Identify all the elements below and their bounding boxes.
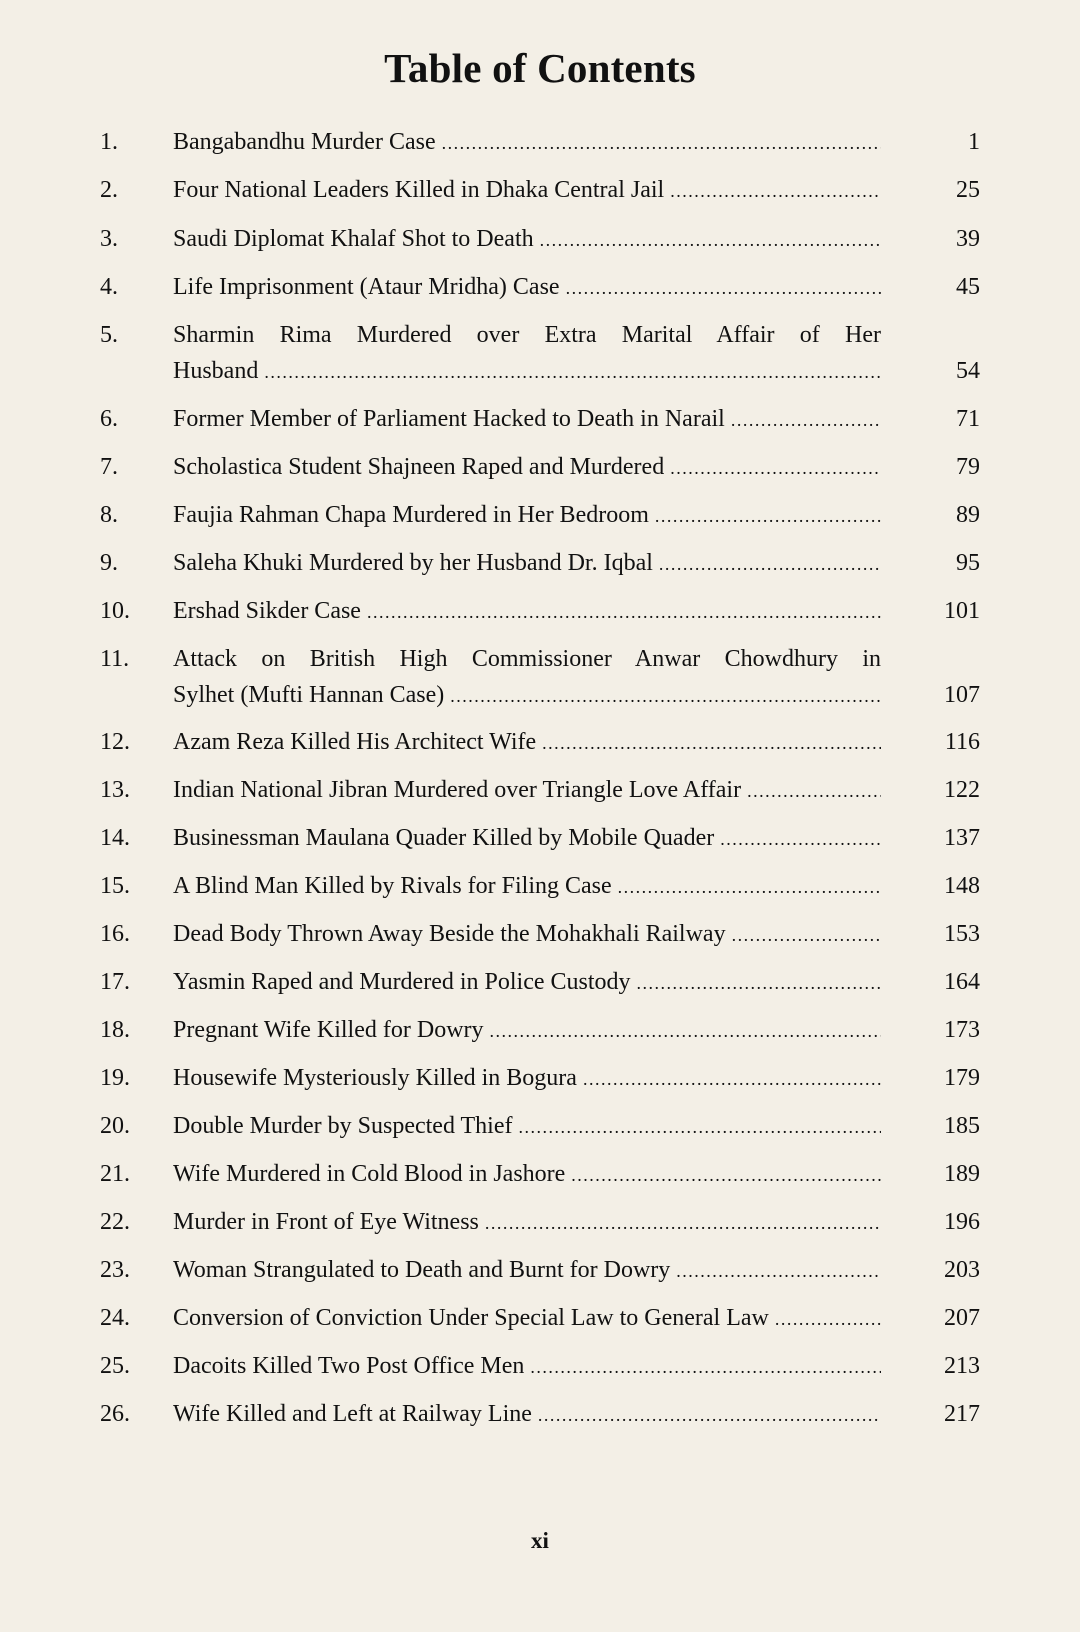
toc-entry-title-line (173, 963, 881, 1002)
toc-entry-title-line (173, 496, 881, 535)
toc-entry-title: Pregnant Wife Killed for Dowry (173, 1017, 484, 1043)
toc-entry (0, 171, 1080, 211)
toc-entry-title: Double Murder by Suspected Thief (173, 1113, 513, 1139)
toc-entry (0, 592, 1080, 632)
toc-entry (0, 123, 1080, 163)
toc-entry-title: Former Member of Parliament Hacked to Death in Narail (173, 406, 725, 432)
toc-entry-title: Wife Murdered in Cold Blood in Jashore (173, 1161, 566, 1187)
toc-entry-page-number: 217 (944, 1401, 980, 1427)
toc-entry-page-number: 173 (944, 1017, 980, 1043)
toc-entry-number: 3. (100, 226, 118, 252)
toc-entry-title-line (173, 1251, 881, 1290)
toc-entry-number: 13. (100, 777, 130, 803)
toc-entry (0, 400, 1080, 440)
toc-entry-title-line (173, 123, 881, 162)
toc-entry-title: A Blind Man Killed by Rivals for Filing Case (173, 873, 612, 899)
toc-entry-title-line (173, 915, 881, 954)
toc-entry (0, 867, 1080, 907)
toc-entry-title: Azam Reza Killed His Architect Wife (173, 729, 537, 755)
dot-leader (583, 1060, 881, 1098)
toc-entry-number: 18. (100, 1017, 130, 1043)
toc-entry-number: 21. (100, 1161, 130, 1187)
toc-entry-page-number: 101 (944, 598, 980, 624)
toc-entry (0, 544, 1080, 584)
dot-leader (618, 868, 881, 906)
dot-leader (571, 1156, 881, 1194)
toc-entry-number: 10. (100, 598, 130, 624)
dot-leader (566, 269, 881, 307)
dot-leader (450, 677, 881, 715)
toc-entry (0, 220, 1080, 260)
toc-entry-title-line (173, 1059, 881, 1098)
dot-leader (731, 401, 881, 439)
toc-entry (0, 268, 1080, 308)
toc-entry-title: Dacoits Killed Two Post Office Men (173, 1353, 525, 1379)
toc-entry-title-line (173, 1107, 881, 1146)
toc-entry-title-line (173, 1011, 881, 1050)
toc-entry-page-number: 203 (944, 1257, 980, 1283)
toc-entry-title-line (173, 1395, 881, 1434)
toc-entry (0, 963, 1080, 1003)
toc-entry (0, 640, 1080, 720)
toc-entry-number: 11. (100, 646, 130, 672)
toc-entry-page-number: 137 (944, 825, 980, 851)
toc-entry-title-line (173, 352, 881, 391)
toc-entry (0, 448, 1080, 488)
toc-entry-title-line (173, 268, 881, 307)
toc-entry-title: Saudi Diplomat Khalaf Shot to Death (173, 226, 534, 252)
toc-entry-number: 5. (100, 322, 118, 348)
toc-entry-title: Sylhet (Mufti Hannan Case) (173, 682, 445, 708)
toc-entry-title: Bangabandhu Murder Case (173, 129, 436, 155)
toc-entry-page-number: 164 (944, 969, 980, 995)
toc-entry (0, 771, 1080, 811)
toc-entry-page-number: 107 (944, 682, 980, 708)
toc-entry (0, 316, 1080, 396)
toc-entry-page-number: 122 (944, 777, 980, 803)
dot-leader (655, 497, 881, 535)
toc-entry-title: Husband (173, 358, 259, 384)
toc-entry-page-number: 25 (956, 177, 980, 203)
toc-entry-page-number: 54 (956, 358, 980, 384)
toc-entry-page-number: 179 (944, 1065, 980, 1091)
toc-entry-number: 1. (100, 129, 118, 155)
dot-leader (538, 1396, 881, 1434)
toc-entry-title: Conversion of Conviction Under Special Law to General Law (173, 1305, 769, 1331)
toc-entry-title: Indian National Jibran Murdered over Triangle Love Affair (173, 777, 742, 803)
toc-entry (0, 819, 1080, 859)
toc-entry-title-line (173, 1203, 881, 1242)
dot-leader (530, 1348, 881, 1386)
toc-entry-title: Murder in Front of Eye Witness (173, 1209, 479, 1235)
toc-entry-page-number: 95 (956, 550, 980, 576)
toc-entry-page-number: 116 (944, 729, 980, 755)
toc-entry-page-number: 1 (968, 129, 980, 155)
toc-entry-number: 22. (100, 1209, 130, 1235)
toc-entry-number: 8. (100, 502, 118, 528)
dot-leader (540, 221, 881, 259)
toc-entry-title: Saleha Khuki Murdered by her Husband Dr. Iqbal (173, 550, 653, 576)
toc-entry-title-line (173, 220, 881, 259)
toc-entry-title: Yasmin Raped and Murdered in Police Custody (173, 969, 631, 995)
dot-leader (637, 964, 881, 1002)
page-title: Table of Contents (384, 45, 696, 91)
toc-entry-page-number: 39 (956, 226, 980, 252)
toc-entry-page-number: 89 (956, 502, 980, 528)
toc-entry-title: Faujia Rahman Chapa Murdered in Her Bedroom (173, 502, 649, 528)
toc-entry-title: Wife Killed and Left at Railway Line (173, 1401, 532, 1427)
toc-entry-page-number: 189 (944, 1161, 980, 1187)
dot-leader (264, 353, 881, 391)
toc-entry-number: 6. (100, 406, 118, 432)
toc-entry-number: 4. (100, 274, 118, 300)
toc-entry (0, 1107, 1080, 1147)
dot-leader (670, 449, 881, 487)
toc-entry-title-line (173, 171, 881, 210)
toc-entry-title: Dead Body Thrown Away Beside the Mohakhali Railway (173, 921, 726, 947)
toc-entry-number: 12. (100, 729, 130, 755)
toc-entry-number: 17. (100, 969, 130, 995)
toc-entry-number: 15. (100, 873, 130, 899)
dot-leader (747, 772, 881, 810)
toc-entry-title-line: Sharmin Rima Murdered over Extra Marital Affair of Her (173, 322, 881, 348)
toc-entry-title: Woman Strangulated to Death and Burnt for Dowry (173, 1257, 671, 1283)
dot-leader (659, 545, 881, 583)
toc-entry-title-line (173, 448, 881, 487)
toc-entry-number: 23. (100, 1257, 130, 1283)
toc-entry-title-line (173, 1347, 881, 1386)
toc-entry-title: Businessman Maulana Quader Killed by Mobile Quader (173, 825, 715, 851)
toc-entry-page-number: 213 (944, 1353, 980, 1379)
toc-entry-page-number: 79 (956, 454, 980, 480)
toc-entry-title: Four National Leaders Killed in Dhaka Central Jail (173, 177, 665, 203)
toc-entry-title-line (173, 592, 881, 631)
toc-entry-page-number: 45 (956, 274, 980, 300)
toc-entry (0, 1155, 1080, 1195)
dot-leader (485, 1204, 881, 1242)
dot-leader (720, 820, 881, 858)
toc-entry (0, 1251, 1080, 1291)
page-number-footer: xi (531, 1528, 549, 1553)
dot-leader (442, 124, 881, 162)
toc-entry-number: 9. (100, 550, 118, 576)
toc-entry-title-line (173, 1299, 881, 1338)
toc-entry-title-line (173, 544, 881, 583)
toc-entry (0, 1203, 1080, 1243)
dot-leader (542, 724, 881, 762)
toc-entry-page-number: 185 (944, 1113, 980, 1139)
dot-leader (775, 1300, 881, 1338)
toc-entry-number: 14. (100, 825, 130, 851)
toc-entry (0, 496, 1080, 536)
toc-entry-page-number: 207 (944, 1305, 980, 1331)
toc-entry-number: 7. (100, 454, 118, 480)
toc-entry-number: 24. (100, 1305, 130, 1331)
toc-entry-title: Ershad Sikder Case (173, 598, 361, 624)
toc-entry (0, 1395, 1080, 1435)
dot-leader (676, 1252, 881, 1290)
toc-entry-page-number: 196 (944, 1209, 980, 1235)
toc-entry-title-line (173, 867, 881, 906)
dot-leader (732, 916, 881, 954)
toc-entry-number: 2. (100, 177, 118, 203)
toc-entry (0, 723, 1080, 763)
toc-entry (0, 1347, 1080, 1387)
dot-leader (518, 1108, 881, 1146)
dot-leader (367, 593, 881, 631)
toc-entry-title: Housewife Mysteriously Killed in Bogura (173, 1065, 577, 1091)
toc-entry-title-line (173, 819, 881, 858)
toc-entry-page-number: 153 (944, 921, 980, 947)
toc-entry (0, 915, 1080, 955)
dot-leader (490, 1012, 881, 1050)
toc-entry-number: 25. (100, 1353, 130, 1379)
toc-entry (0, 1059, 1080, 1099)
toc-entry-title-line (173, 771, 881, 810)
toc-entry (0, 1011, 1080, 1051)
toc-entry-title-line (173, 400, 881, 439)
toc-entry-page-number: 148 (944, 873, 980, 899)
toc-entry-title: Scholastica Student Shajneen Raped and Murdered (173, 454, 665, 480)
toc-entry-number: 20. (100, 1113, 130, 1139)
toc-entry (0, 1299, 1080, 1339)
toc-entry-title-line (173, 676, 881, 715)
toc-entry-title-line (173, 723, 881, 762)
toc-entry-title: Life Imprisonment (Ataur Mridha) Case (173, 274, 560, 300)
toc-entry-number: 16. (100, 921, 130, 947)
dot-leader (670, 172, 881, 210)
toc-entry-number: 26. (100, 1401, 130, 1427)
toc-entry-number: 19. (100, 1065, 130, 1091)
toc-entry-title-line: Attack on British High Commissioner Anwar Chowdhury in (173, 646, 881, 672)
toc-entry-title-line (173, 1155, 881, 1194)
toc-entry-page-number: 71 (956, 406, 980, 432)
